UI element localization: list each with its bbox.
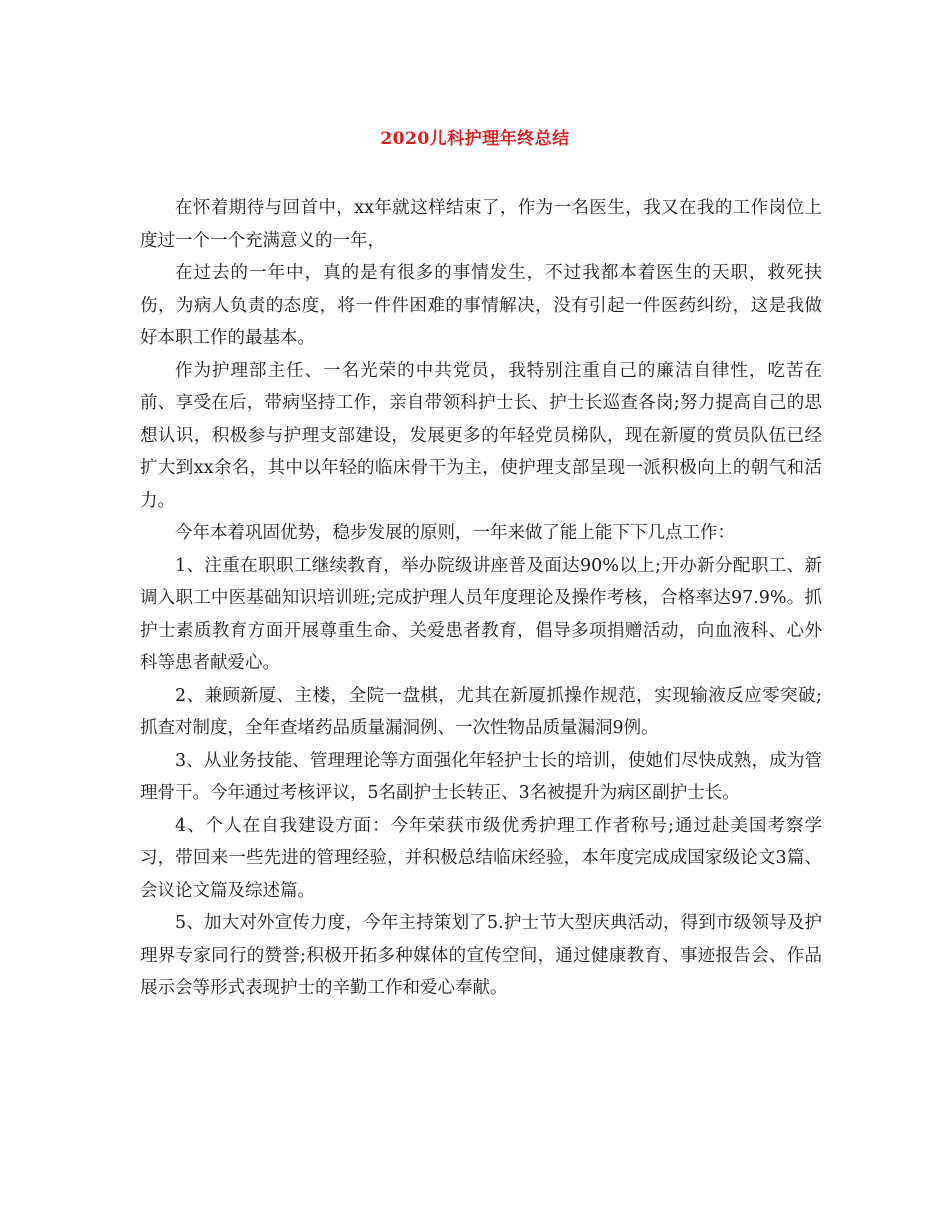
paragraph-item-1: 1、注重在职职工继续教育，举办院级讲座普及面达90%以上;开办新分配职工、新调入职工中医基础知识培训班;完成护理人员年度理论及操作考核，合格率达97.9%。抓护士素质教育方面开展尊重生命、关爱患者教育，倡导多项捐赠活动，向血液科、心外科等患者献爱心。 [140, 555, 822, 673]
paragraph-item-3: 3、从业务技能、管理理论等方面强化年轻护士长的培训，使她们尽快成熟，成为管理骨干。今年通过考核评议，5名副护士长转正、3名被提升为病区副护士长。 [140, 750, 822, 803]
paragraph-intro: 在怀着期待与回首中，xx年就这样结束了，作为一名医生，我又在我的工作岗位上度过一个一个充满意义的一年， [140, 198, 822, 251]
paragraph-item-2: 2、兼顾新厦、主楼，全院一盘棋，尤其在新厦抓操作规范，实现输液反应零突破;抓查对制度，全年查堵药品质量漏洞例、一次性物品质量漏洞9例。 [140, 685, 822, 738]
paragraph-item-5: 5、加大对外宣传力度，今年主持策划了5.护士节大型庆典活动，得到市级领导及护理界专家同行的赞誉;积极开拓多种媒体的宣传空间，通过健康教育、事迹报告会、作品展示会等形式表现护士的辛勤工作和爱心奉献。 [140, 913, 822, 998]
paragraph-item-4: 4、个人在自我建设方面：今年荣获市级优秀护理工作者称号;通过赴美国考察学习，带回来一些先进的管理经验，并积极总结临床经验，本年度完成成国家级论文3篇、会议论文篇及综述篇。 [140, 815, 822, 901]
document-body [140, 192, 822, 1005]
paragraph-work-overview: 今年本着巩固优势，稳步发展的原则，一年来做了能上能下下几点工作： [175, 523, 735, 543]
paragraph-party-member: 作为护理部主任、一名光荣的中共党员，我特别注重自己的廉洁自律性，吃苦在前、享受在后，带病坚持工作，亲自带领科护士长、护士长巡查各岗;努力提高自己的思想认识，积极参与护理支部建设，发展更多的年轻党员梯队，现在新厦的赏员队伍已经扩大到xx余名，其中以年轻的临床骨干为主，使护理支部呈现一派积极向上的朝气和活力。 [140, 360, 822, 511]
document-title: 2020儿科护理年终总结 [380, 129, 570, 149]
paragraph-past-year: 在过去的一年中，真的是有很多的事情发生，不过我都本着医生的天职，救死扶伤，为病人负责的态度，将一件件困难的事情解决，没有引起一件医药纠纷，这是我做好本职工作的最基本。 [140, 263, 822, 348]
